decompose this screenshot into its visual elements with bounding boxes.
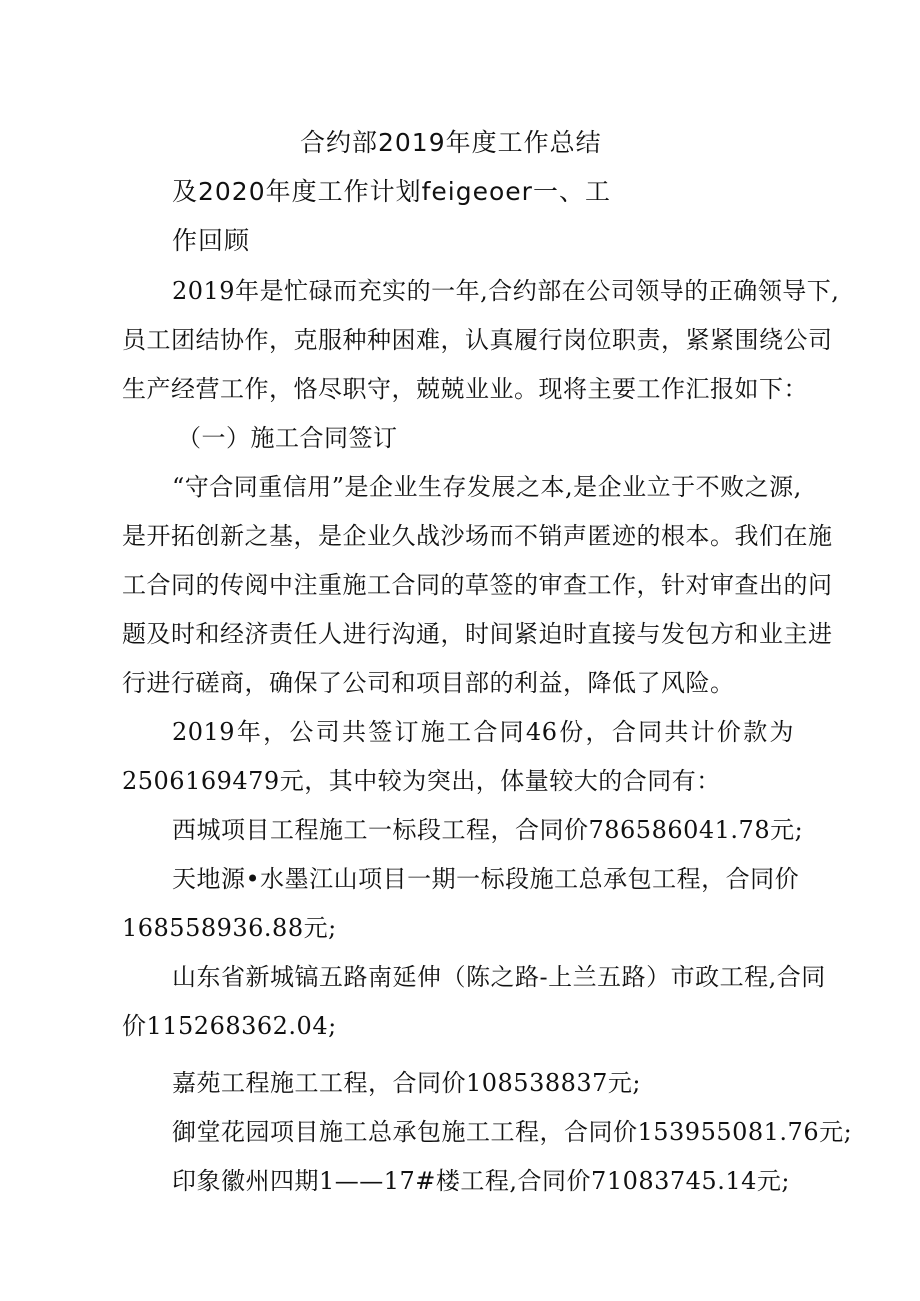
section-paragraph-line-2: 是开拓创新之基，是企业久战沙场而不销声匿迹的根本。我们在施	[122, 522, 833, 550]
contract-item: 天地源•水墨江山项目一期一标段施工总承包工程，合同价	[172, 865, 800, 893]
document-title-line-2: 及2020年度工作计划feigeoer一、工	[172, 177, 611, 206]
intro-line-3: 生产经营工作，恪尽职守，兢兢业业。现将主要工作汇报如下：	[122, 375, 808, 403]
section-heading: （一）施工合同签订	[177, 424, 398, 452]
section-paragraph-line-4: 题及时和经济责任人进行沟通，时间紧迫时直接与发包方和业主进	[122, 620, 833, 648]
contract-item-continuation: 168558936.88元;	[122, 914, 337, 942]
contract-item: 西城项目工程施工一标段工程，合同价786586041.78元;	[172, 816, 804, 844]
section-paragraph-line-5: 行进行磋商，确保了公司和项目部的利益，降低了风险。	[122, 669, 735, 697]
summary-line-2: 2506169479元，其中较为突出，体量较大的合同有：	[122, 767, 721, 795]
section-paragraph-line-1: “守合同重信用”是企业生存发展之本,是企业立于不败之源,	[172, 473, 802, 501]
document-title-line-1: 合约部2019年度工作总结	[300, 128, 602, 157]
contract-item: 山东省新城镐五路南延伸（陈之路-上兰五路）市政工程,合同	[172, 963, 826, 991]
contract-item-continuation: 价115268362.04;	[122, 1012, 337, 1040]
contract-item: 印象徽州四期1——17#楼工程,合同价71083745.14元;	[172, 1167, 790, 1195]
section-paragraph-line-3: 工合同的传阅中注重施工合同的草签的审查工作，针对审查出的问	[122, 571, 833, 599]
document-title-line-3: 作回顾	[172, 226, 251, 255]
intro-line-1: 2019年是忙碌而充实的一年,合约部在公司领导的正确领导下,	[172, 277, 840, 305]
contract-item: 御堂花园项目施工总承包施工工程，合同价153955081.76元;	[172, 1118, 853, 1146]
summary-line-1: 2019年，公司共签订施工合同46份，合同共计价款为	[172, 718, 794, 746]
intro-line-2: 员工团结协作，克服种种困难，认真履行岗位职责，紧紧围绕公司	[122, 326, 833, 354]
contract-item: 嘉苑工程施工工程，合同价108538837元;	[172, 1069, 642, 1097]
